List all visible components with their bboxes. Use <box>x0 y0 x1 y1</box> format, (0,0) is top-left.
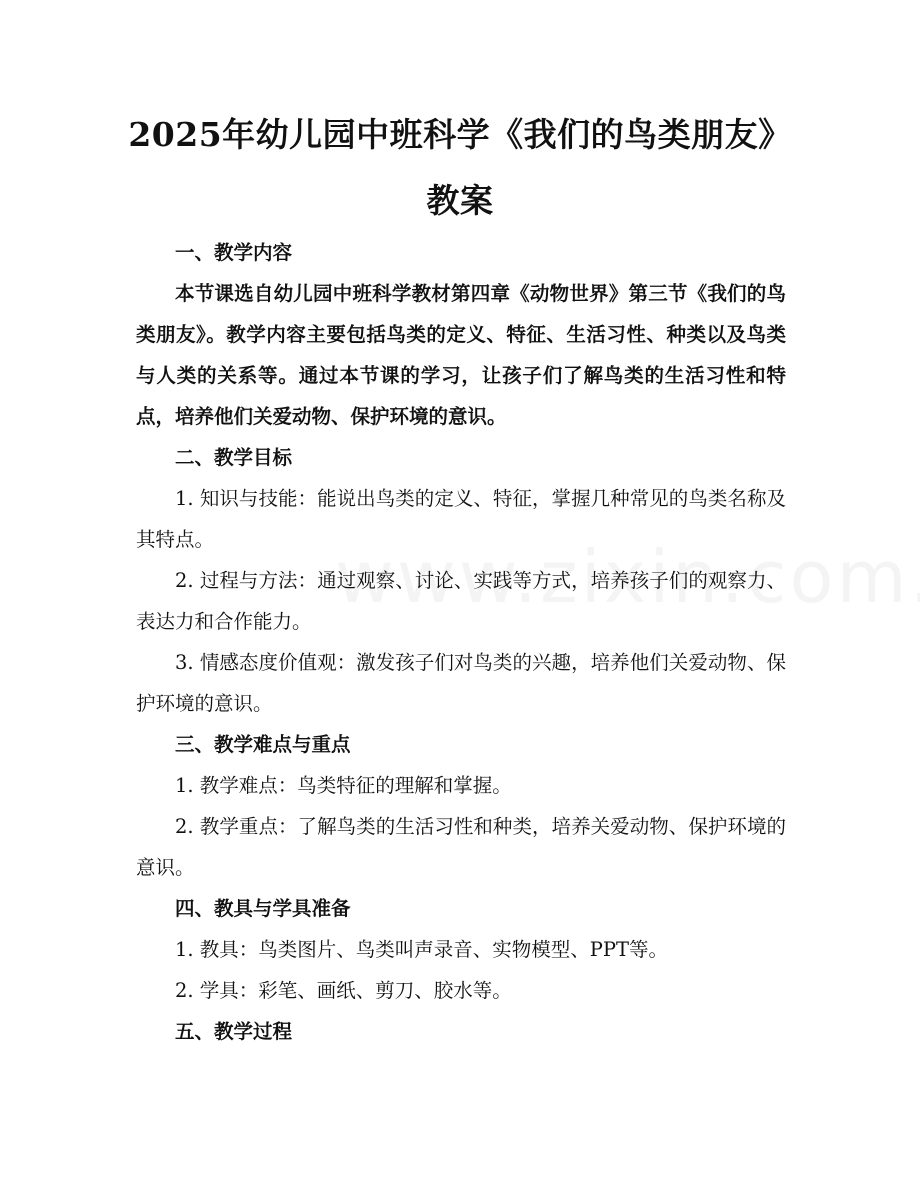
document-body <box>136 232 786 1052</box>
materials-item-teacher: 1. 教具：鸟类图片、鸟类叫声录音、实物模型、PPT等。 <box>175 938 669 961</box>
section-heading-materials: 四、教具与学具准备 <box>175 897 351 920</box>
materials-item-student: 2. 学具：彩笔、画纸、剪刀、胶水等。 <box>175 979 512 1002</box>
section-heading-process: 五、教学过程 <box>175 1020 293 1043</box>
section-heading-content: 一、教学内容 <box>175 241 293 264</box>
objective-item-process: 2. 过程与方法：通过观察、讨论、实践等方式，培养孩子们的观察力、表达力和合作能力。 <box>136 569 786 633</box>
objective-item-knowledge: 1. 知识与技能：能说出鸟类的定义、特征，掌握几种常见的鸟类名称及其特点。 <box>136 487 786 551</box>
difficulty-item: 1. 教学难点：鸟类特征的理解和掌握。 <box>175 774 512 797</box>
document-title-line2: 教案 <box>426 181 494 220</box>
section-heading-objectives: 二、教学目标 <box>175 446 293 469</box>
keypoint-item: 2. 教学重点：了解鸟类的生活习性和种类，培养关爱动物、保护环境的意识。 <box>136 815 786 879</box>
document-title-line1: 2025年幼儿园中班科学《我们的鸟类朋友》 <box>128 115 792 154</box>
objective-item-emotion: 3. 情感态度价值观：激发孩子们对鸟类的兴趣，培养他们关爱动物、保护环境的意识。 <box>136 651 786 715</box>
section-content-paragraph: 本节课选自幼儿园中班科学教材第四章《动物世界》第三节《我们的鸟类朋友》。教学内容主要包括鸟类的定义、特征、生活习性、种类以及鸟类与人类的关系等。通过本节课的学习，让孩子们了解鸟类的生活习性和特点，培养他们关爱动物、保护环境的意识。 <box>136 282 786 428</box>
section-heading-difficulties: 三、教学难点与重点 <box>175 733 351 756</box>
